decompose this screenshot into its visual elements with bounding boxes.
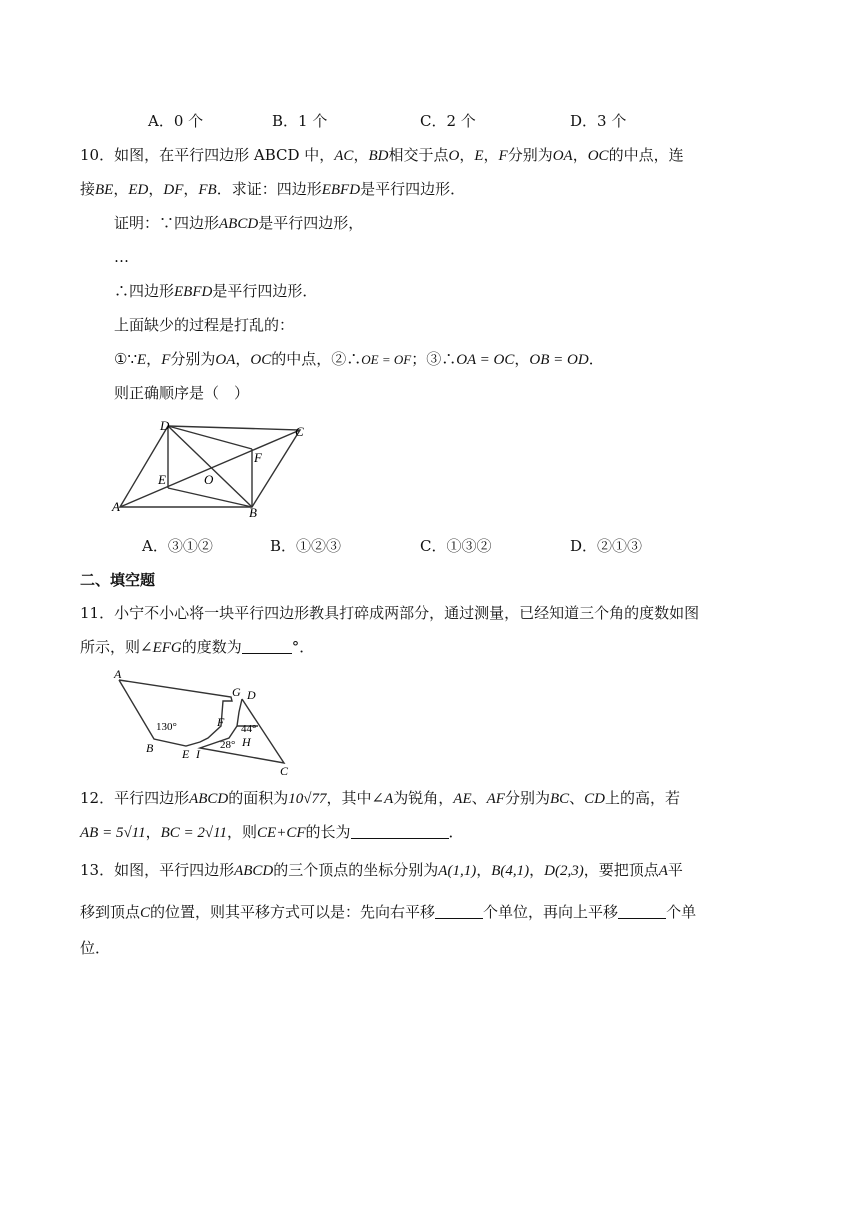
fig11-label-c: C [280,764,289,778]
q10-text: 是平行四边形． [212,282,318,300]
q11-line-2 [80,637,314,658]
q10-proof-line-1 [114,213,363,234]
q10-text: ；③∴ [411,350,457,368]
q10-text: 相交于点 [388,146,449,164]
q12-text: ． [448,823,464,841]
q10-var: F [498,148,508,164]
q12-expr: AB = 5√11 [80,825,146,841]
q10-option-d: D．②①③ [570,537,643,555]
q13-text: 平 [667,861,683,879]
q10-var: EBFD [321,182,361,198]
q10-text: 的中点，②∴ [271,350,362,368]
q10-ellipsis: … [114,248,129,266]
q10-text: ．求证：四边形 [216,180,322,198]
q10-option-b: B．①②③ [270,537,342,555]
fig11-angle-28: 28° [220,739,236,751]
q10-var: OC [587,148,609,164]
label-f: F [254,450,262,465]
fig11-label-g: G [232,685,241,699]
label-c: C [295,424,304,439]
q10-var: F [161,352,171,368]
q10-var: DF [163,182,184,198]
q13-text: 个单 [666,903,697,921]
q13-line-2 [80,902,696,923]
q10-text: ①∵ [114,350,137,368]
q10-text: 接 [80,180,96,198]
fig11-label-h: H [242,735,251,749]
q13-var: ABCD [234,863,274,879]
q10-line-1 [80,145,684,166]
q10-text: 分别为 [170,350,216,368]
q11-text: 所示，则∠ [80,638,153,656]
q10-var: BE [95,182,114,198]
q13-text: 个单位，再向上平移 [483,903,619,921]
q10-text: ， [113,180,129,198]
q10-options [142,535,782,555]
q10-ask: 则正确顺序是（ ） [114,384,250,402]
question-11 [80,603,780,663]
q13-line-3: 位． [80,939,111,957]
q12-text: 、 [569,789,585,807]
fig11-label-b: B [146,741,154,755]
q10-text: ∴四边形 [114,282,175,300]
q10-text: ， [483,146,499,164]
q12-expr: BC = 2√11 [160,825,228,841]
q9-options [148,110,788,130]
q10-text: ， [353,146,369,164]
q10-var: OE = OF [361,352,412,367]
q10-text: 是平行四边形． [360,180,466,198]
q13-text: ， [476,861,492,879]
q10-text: ， [148,180,164,198]
fig11-angle-44: 44° [241,723,257,735]
q10-var: OA [215,352,236,368]
q10-text: ， [514,350,530,368]
question-13 [80,860,780,960]
q11-var: EFG [152,640,182,656]
question-12 [80,788,780,848]
section-title: 二、填空题 [80,571,156,589]
q12-var: CD [584,791,605,807]
q13-coord: D(2,3) [544,863,584,879]
q12-text: ，则 [227,823,258,841]
q13-line-1 [80,860,683,881]
q13-text: 的位置，则其平移方式可以是：先向右平移 [150,903,436,921]
q12-text: 为锐角， [393,789,454,807]
q13-right-blank[interactable] [435,904,483,919]
q9-option-c: C．2 个 [420,112,476,130]
q11-broken-parallelogram-figure [110,666,300,778]
q10-var: E [137,352,147,368]
q13-coord: B(4,1) [491,863,530,879]
q12-text: 分别为 [504,789,550,807]
q13-var: C [140,905,151,921]
q10-var: EBFD [174,284,213,300]
q11-line-1: 11．小宁不小心将一块平行四边形教具打碎成两部分，通过测量，已经知道三个角的度数如图 [80,604,700,622]
q12-text: ，其中∠ [326,789,385,807]
label-b: B [249,505,257,518]
fig11-label-f: F [217,715,225,729]
q12-var: A [384,791,394,807]
q13-text: 的三个顶点的坐标分别为 [273,861,439,879]
q10-text: 分别为 [507,146,553,164]
q10-text: ． [588,350,604,368]
segment-eb [168,488,252,507]
q10-option-c: C．①③② [420,537,492,555]
q10-var: OB = OD [529,352,589,368]
label-a: A [112,499,120,514]
q10-var: ABCD [219,216,259,232]
q12-text: 12．平行四边形 [80,789,190,807]
q13-text: ， [529,861,545,879]
q12-text: 的面积为 [228,789,289,807]
q10-text: 证明：∵四边形 [114,214,220,232]
q13-text: ，要把顶点 [583,861,659,879]
q12-answer-blank[interactable] [351,824,449,839]
diagonal-ac [120,430,300,507]
q10-var: O [448,148,460,164]
q12-expr: CE+CF [257,825,306,841]
q10-line-2 [80,179,465,200]
q13-up-blank[interactable] [618,904,666,919]
q10-text: 是平行四边形， [258,214,364,232]
q13-var: A [658,863,668,879]
q10-steps [114,349,604,370]
q13-coord: A(1,1) [438,863,477,879]
q10-var: ED [128,182,149,198]
fig11-label-e: E [182,747,190,761]
label-o: O [204,472,214,487]
label-d: D [160,418,170,433]
q12-text: 上的高，若 [605,789,681,807]
q10-var: FB [198,182,217,198]
q12-text: 、 [471,789,487,807]
fig11-label-d: D [247,688,256,702]
q12-var: AF [486,791,505,807]
fig11-angle-130: 130° [156,721,177,733]
q12-line-2 [80,822,464,843]
label-e: E [158,472,166,487]
q13-text: 移到顶点 [80,903,141,921]
q10-text: ， [572,146,588,164]
q10-var: BD [368,148,389,164]
q10-proof-line-3 [114,281,317,302]
q10-text: ， [235,350,251,368]
q10-text: ， [459,146,475,164]
q13-text: 13．如图，平行四边形 [80,861,235,879]
q10-text: 的中点，连 [608,146,684,164]
q12-var: ABCD [189,791,229,807]
q10-option-a: A．③①② [142,537,213,555]
q12-text: 的长为 [305,823,351,841]
q9-option-a: A．0 个 [148,112,204,130]
q12-var: AE [453,791,472,807]
piece-left [119,680,232,746]
q11-text: °． [291,638,315,656]
q11-text: 的度数为 [181,638,242,656]
q12-expr: 10√77 [288,791,327,807]
q10-note: 上面缺少的过程是打乱的： [114,316,295,334]
q10-var: OA = OC [456,352,515,368]
q10-text: ， [183,180,199,198]
q10-var: AC [334,148,354,164]
q12-text: ， [145,823,161,841]
q9-option-b: B．1 个 [272,112,328,130]
fig11-label-a: A [114,667,122,681]
q10-var: E [474,148,484,164]
q10-var: OA [552,148,573,164]
q10-text: ， [146,350,162,368]
q12-var: BC [549,791,570,807]
q12-line-1 [80,788,680,809]
q10-var: OC [250,352,272,368]
fig11-label-i: I [196,747,200,761]
q10-parallelogram-figure [110,418,310,518]
q10-text: 10．如图，在平行四边形 ABCD 中， [80,146,335,164]
q11-answer-blank[interactable] [242,639,292,654]
q9-option-d: D．3 个 [570,112,627,130]
